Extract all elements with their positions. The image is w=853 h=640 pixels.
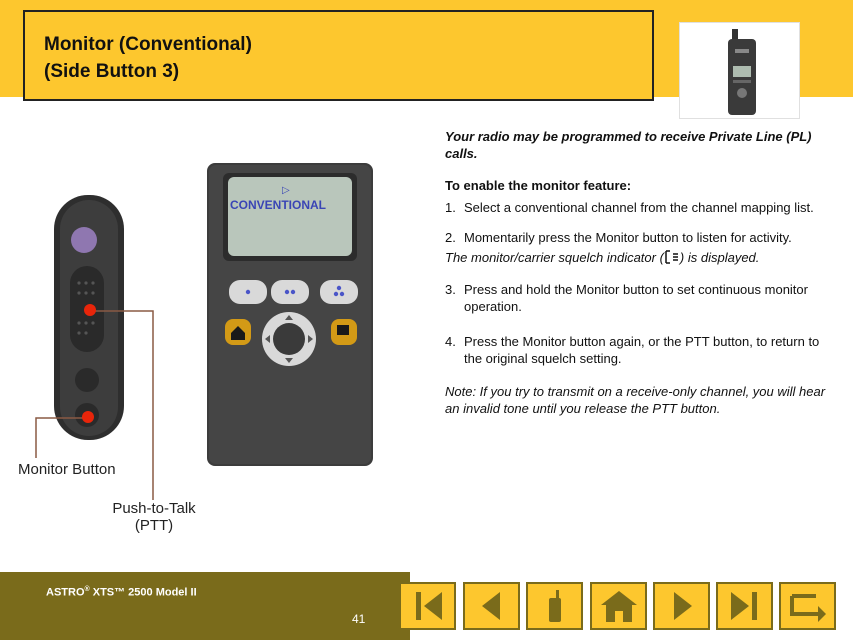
page-number: 41 bbox=[352, 612, 366, 626]
return-button[interactable] bbox=[779, 582, 836, 630]
step-3 bbox=[445, 281, 840, 315]
return-icon bbox=[786, 588, 830, 624]
step-1 bbox=[445, 199, 840, 216]
monitor-button-label-text: Monitor Button bbox=[18, 461, 116, 478]
instructions-heading: To enable the monitor feature: bbox=[445, 178, 632, 193]
footer bbox=[0, 572, 853, 640]
radio-thumbnail-icon bbox=[680, 23, 801, 120]
squelch-indicator-icon bbox=[664, 250, 680, 264]
step-text: Select a conventional channel from the channel mapping list. bbox=[464, 200, 814, 215]
step-2 bbox=[445, 229, 840, 246]
last-page-icon bbox=[725, 588, 765, 624]
instructions-panel bbox=[445, 128, 840, 417]
ptt-label bbox=[106, 500, 202, 534]
step-number: 2. bbox=[445, 230, 456, 245]
first-page-icon bbox=[408, 588, 448, 624]
radio-menu-button[interactable] bbox=[526, 582, 583, 630]
step-text: Momentarily press the Monitor button to listen for activity. bbox=[464, 230, 792, 245]
footer-left bbox=[0, 572, 410, 640]
step-text: Press the Monitor button again, or the PTT button, to return to the original squelch setting. bbox=[464, 334, 820, 366]
previous-page-icon bbox=[472, 588, 512, 624]
radio-icon bbox=[535, 588, 575, 624]
display-indicator: ▷ bbox=[282, 185, 290, 196]
next-page-button[interactable] bbox=[653, 582, 710, 630]
monitor-marker-icon bbox=[82, 411, 94, 423]
step-4 bbox=[445, 333, 840, 367]
top-button-icon bbox=[71, 227, 97, 253]
step-number: 3. bbox=[445, 282, 456, 297]
step-number: 1. bbox=[445, 200, 456, 215]
indicator-note bbox=[445, 249, 840, 266]
product-name-a: ASTRO bbox=[46, 586, 85, 599]
home-icon bbox=[597, 587, 641, 625]
product-name-b: XTS™ 2500 Model II bbox=[89, 586, 197, 599]
monitor-button-label bbox=[18, 461, 116, 478]
product-reg-mark: ® bbox=[84, 586, 90, 593]
last-page-button[interactable] bbox=[716, 582, 773, 630]
indicator-note-after: ) is displayed. bbox=[679, 250, 760, 265]
home-button[interactable] bbox=[590, 582, 647, 630]
indicator-note-before: The monitor/carrier squelch indicator ( bbox=[445, 250, 664, 265]
step-number: 4. bbox=[445, 334, 456, 349]
first-page-button[interactable] bbox=[399, 582, 456, 630]
next-page-icon bbox=[662, 588, 702, 624]
intro-text: Your radio may be programmed to receive Private Line (PL) calls. bbox=[445, 129, 812, 161]
title-line-1: Monitor (Conventional) bbox=[44, 34, 252, 55]
display-mode-text: CONVENTIONAL bbox=[230, 198, 326, 212]
note-text: Note: If you try to transmit on a receive-only channel, you will hear an invalid tone until you release the PTT button. bbox=[445, 384, 826, 416]
step-text: Press and hold the Monitor button to set continuous monitor operation. bbox=[464, 282, 808, 314]
ptt-marker-icon bbox=[84, 304, 96, 316]
ptt-label-line-2: (PTT) bbox=[134, 517, 174, 534]
previous-page-button[interactable] bbox=[463, 582, 520, 630]
title-line-2: (Side Button 3) bbox=[44, 61, 180, 82]
radio-thumbnail bbox=[679, 22, 800, 119]
product-name bbox=[46, 586, 197, 599]
display-screen bbox=[228, 177, 352, 256]
ptt-label-line-1: Push-to-Talk bbox=[112, 500, 196, 517]
